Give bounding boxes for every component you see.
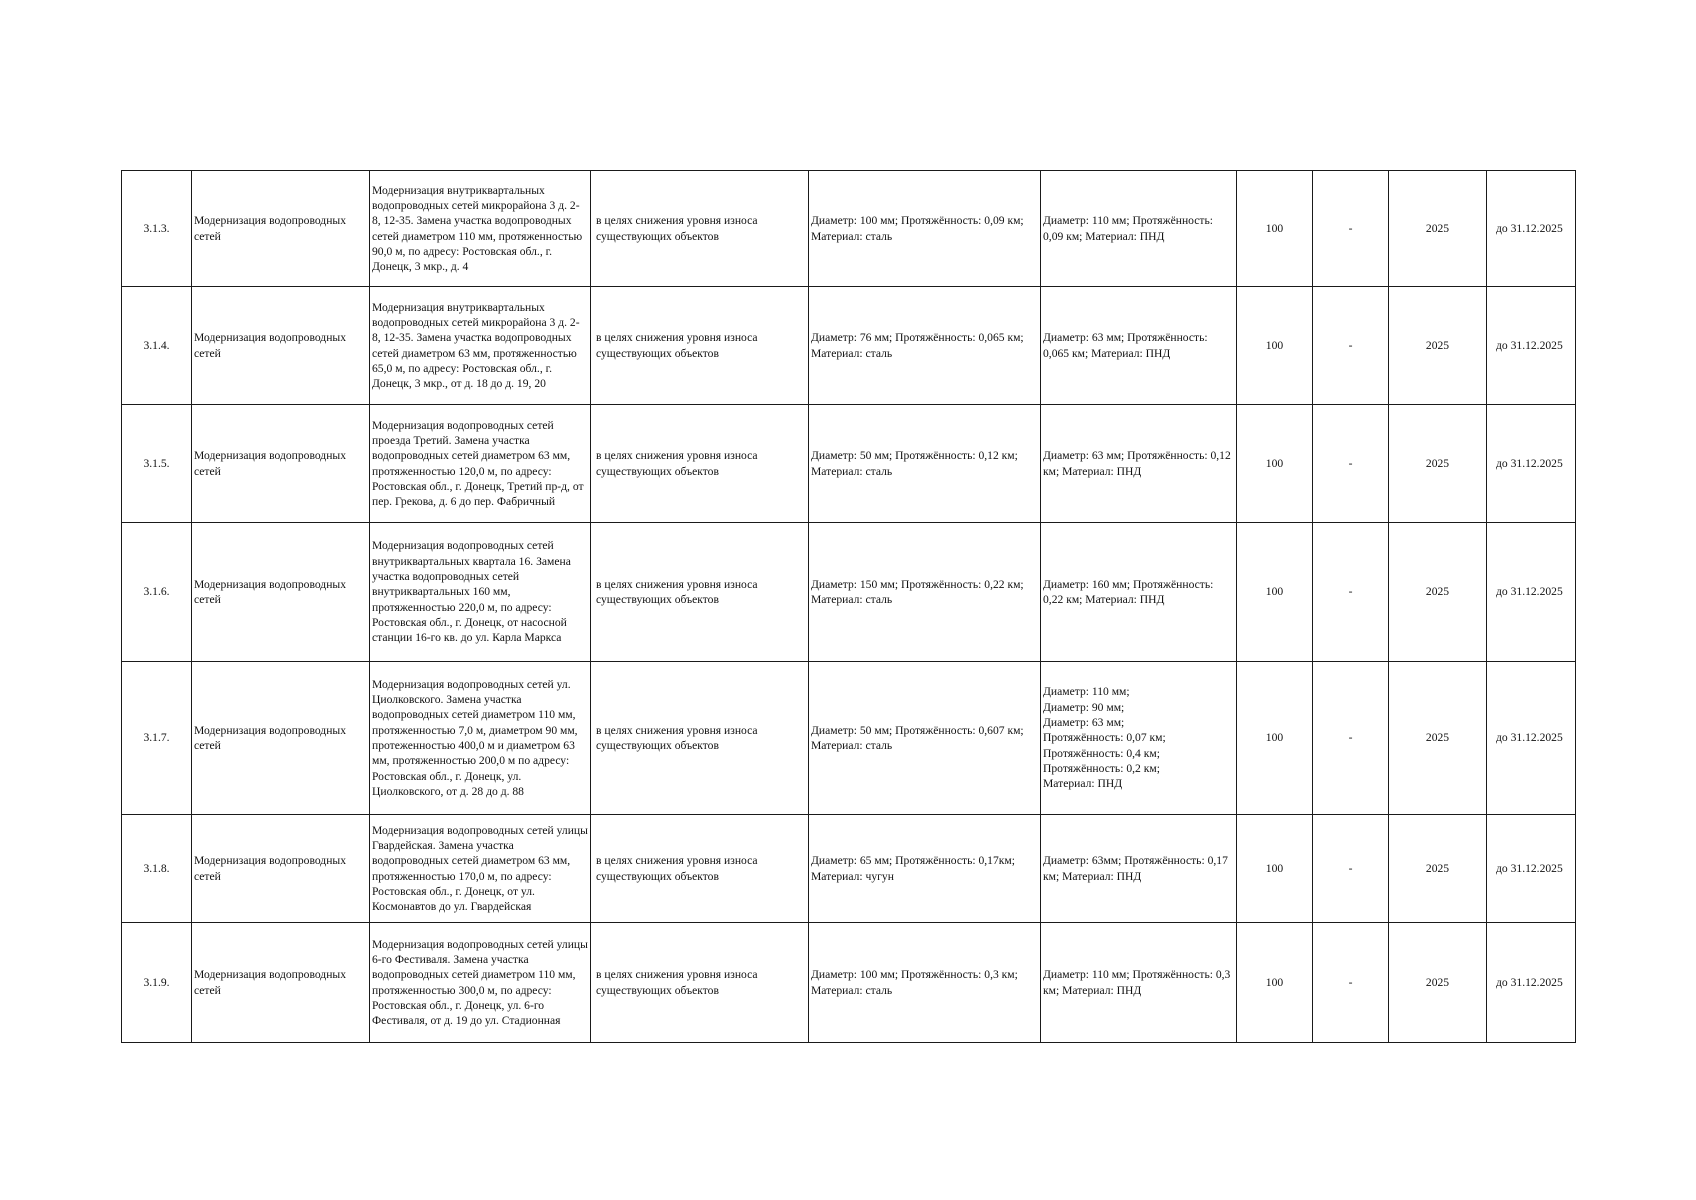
table-row <box>122 815 1576 923</box>
empty-value: - <box>1313 923 1389 1043</box>
row-number: 3.1.7. <box>122 662 192 815</box>
row-number: 3.1.4. <box>122 287 192 405</box>
deadline-value: до 31.12.2025 <box>1487 523 1576 662</box>
event-name: Модернизация водопроводных сетей <box>192 523 370 662</box>
indicator-before: Диаметр: 150 мм; Протяжённость: 0,22 км; Материал: сталь <box>809 523 1041 662</box>
event-name: Модернизация водопроводных сетей <box>192 405 370 523</box>
event-description: Модернизация внутриквартальных водопроводных сетей микрорайона 3 д. 2-8, 12-35. Замена участка водопроводных сетей диаметром 110 мм, протяженностью 90,0 м, по адресу: Ростовская обл., г. Донецк, 3 мкр., д. 4 <box>370 171 591 287</box>
percent-value: 100 <box>1237 662 1313 815</box>
empty-value: - <box>1313 287 1389 405</box>
empty-value: - <box>1313 815 1389 923</box>
year-value: 2025 <box>1389 405 1487 523</box>
deadline-value: до 31.12.2025 <box>1487 405 1576 523</box>
indicator-after: Диаметр: 110 мм; Протяжённость: 0,3 км; Материал: ПНД <box>1041 923 1237 1043</box>
row-number: 3.1.6. <box>122 523 192 662</box>
event-description: Модернизация водопроводных сетей внутриквартальных квартала 16. Замена участка водопроводных сетей внутриквартальных 160 мм, протяженностью 220,0 м, по адресу: Ростовская обл., г. Донецк, от насосной станции 16-го кв. до ул. Карла Маркса <box>370 523 591 662</box>
event-name: Модернизация водопроводных сетей <box>192 815 370 923</box>
deadline-value: до 31.12.2025 <box>1487 923 1576 1043</box>
event-goal: в целях снижения уровня износа существующих объектов <box>591 923 809 1043</box>
deadline-value: до 31.12.2025 <box>1487 171 1576 287</box>
row-number: 3.1.5. <box>122 405 192 523</box>
row-number: 3.1.9. <box>122 923 192 1043</box>
percent-value: 100 <box>1237 923 1313 1043</box>
event-goal: в целях снижения уровня износа существующих объектов <box>591 815 809 923</box>
table-row <box>122 662 1576 815</box>
table-row <box>122 923 1576 1043</box>
event-name: Модернизация водопроводных сетей <box>192 662 370 815</box>
table-row <box>122 171 1576 287</box>
indicator-after: Диаметр: 63 мм; Протяжённость: 0,12 км; Материал: ПНД <box>1041 405 1237 523</box>
event-name: Модернизация водопроводных сетей <box>192 923 370 1043</box>
indicator-after: Диаметр: 110 мм; Протяжённость: 0,09 км; Материал: ПНД <box>1041 171 1237 287</box>
indicator-after: Диаметр: 110 мм; Диаметр: 90 мм; Диаметр: 63 мм; Протяжённость: 0,07 км; Протяжённость: 0,4 км; Протяжённость: 0,2 км; Материал: ПНД <box>1041 662 1237 815</box>
year-value: 2025 <box>1389 523 1487 662</box>
deadline-value: до 31.12.2025 <box>1487 815 1576 923</box>
event-description: Модернизация водопроводных сетей ул. Циолковского. Замена участка водопроводных сетей диаметром 110 мм, протяженностью 7,0 м, диаметром 90 мм, протеженностью 400,0 м и диаметром 63 мм, протяженностью 200,0 м по адресу: Ростовская обл., г. Донецк, ул. Циолковского, от д. 28 до д. 88 <box>370 662 591 815</box>
percent-value: 100 <box>1237 171 1313 287</box>
row-number: 3.1.3. <box>122 171 192 287</box>
empty-value: - <box>1313 405 1389 523</box>
event-goal: в целях снижения уровня износа существующих объектов <box>591 171 809 287</box>
event-description: Модернизация водопроводных сетей проезда Третий. Замена участка водопроводных сетей диаметром 63 мм, протяженностью 120,0 м, по адресу: Ростовская обл., г. Донецк, Третий пр-д, от пер. Грекова, д. 6 до пер. Фабричный <box>370 405 591 523</box>
event-goal: в целях снижения уровня износа существующих объектов <box>591 287 809 405</box>
table-row <box>122 287 1576 405</box>
table-row <box>122 523 1576 662</box>
investment-program-table <box>121 170 1576 1043</box>
indicator-before: Диаметр: 50 мм; Протяжённость: 0,607 км; Материал: сталь <box>809 662 1041 815</box>
table-body <box>122 171 1576 1043</box>
event-description: Модернизация водопроводных сетей улицы Гвардейская. Замена участка водопроводных сетей диаметром 63 мм, протяженностью 170,0 м, по адресу: Ростовская обл., г. Донецк, от ул. Космонавтов до ул. Гвардейская <box>370 815 591 923</box>
indicator-before: Диаметр: 65 мм; Протяжённость: 0,17км; Материал: чугун <box>809 815 1041 923</box>
indicator-before: Диаметр: 76 мм; Протяжённость: 0,065 км; Материал: сталь <box>809 287 1041 405</box>
deadline-value: до 31.12.2025 <box>1487 287 1576 405</box>
deadline-value: до 31.12.2025 <box>1487 662 1576 815</box>
indicator-before: Диаметр: 50 мм; Протяжённость: 0,12 км; Материал: сталь <box>809 405 1041 523</box>
indicator-after: Диаметр: 63 мм; Протяжённость: 0,065 км; Материал: ПНД <box>1041 287 1237 405</box>
row-number: 3.1.8. <box>122 815 192 923</box>
year-value: 2025 <box>1389 171 1487 287</box>
event-name: Модернизация водопроводных сетей <box>192 171 370 287</box>
year-value: 2025 <box>1389 287 1487 405</box>
event-goal: в целях снижения уровня износа существующих объектов <box>591 405 809 523</box>
event-goal: в целях снижения уровня износа существующих объектов <box>591 523 809 662</box>
empty-value: - <box>1313 523 1389 662</box>
indicator-after: Диаметр: 160 мм; Протяжённость: 0,22 км; Материал: ПНД <box>1041 523 1237 662</box>
indicator-before: Диаметр: 100 мм; Протяжённость: 0,09 км; Материал: сталь <box>809 171 1041 287</box>
percent-value: 100 <box>1237 815 1313 923</box>
year-value: 2025 <box>1389 923 1487 1043</box>
empty-value: - <box>1313 662 1389 815</box>
empty-value: - <box>1313 171 1389 287</box>
percent-value: 100 <box>1237 287 1313 405</box>
table-row <box>122 405 1576 523</box>
indicator-before: Диаметр: 100 мм; Протяжённость: 0,3 км; Материал: сталь <box>809 923 1041 1043</box>
event-description: Модернизация водопроводных сетей улицы 6-го Фестиваля. Замена участка водопроводных сетей диаметром 110 мм, протяженностью 300,0 м, по адресу: Ростовская обл., г. Донецк, ул. 6-го Фестиваля, от д. 19 до ул. Стадионная <box>370 923 591 1043</box>
event-goal: в целях снижения уровня износа существующих объектов <box>591 662 809 815</box>
percent-value: 100 <box>1237 405 1313 523</box>
year-value: 2025 <box>1389 662 1487 815</box>
indicator-after: Диаметр: 63мм; Протяжённость: 0,17 км; Материал: ПНД <box>1041 815 1237 923</box>
percent-value: 100 <box>1237 523 1313 662</box>
event-name: Модернизация водопроводных сетей <box>192 287 370 405</box>
year-value: 2025 <box>1389 815 1487 923</box>
event-description: Модернизация внутриквартальных водопроводных сетей микрорайона 3 д. 2-8, 12-35. Замена участка водопроводных сетей диаметром 63 мм, протяженностью 65,0 м, по адресу: Ростовская обл., г. Донецк, 3 мкр., от д. 18 до д. 19, 20 <box>370 287 591 405</box>
